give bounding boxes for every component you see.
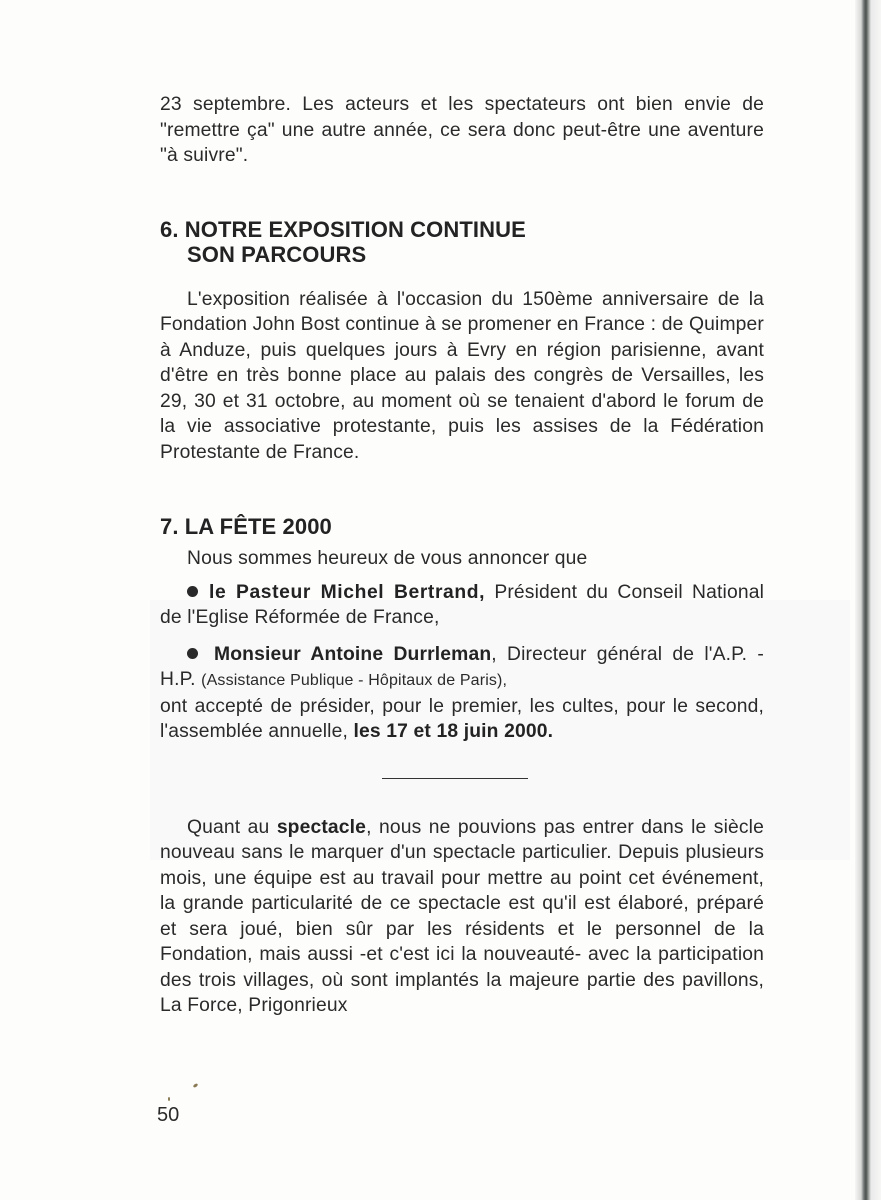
section-6-heading [160, 217, 764, 267]
page-number: 50 [157, 1104, 180, 1126]
bullet-name: Monsieur Antoine Durrleman [214, 643, 492, 665]
bullet-icon [187, 648, 198, 659]
page-binding-edge [855, 0, 881, 1200]
section-divider [382, 778, 528, 779]
bullet-text: Président du Conseil National de l'Eglise Réformée de France, [160, 581, 764, 628]
section-6-title-line1: 6. NOTRE EXPOSITION CONTINUE [160, 216, 526, 242]
intro-paragraph: 23 septembre. Les acteurs et les spectateurs ont bien envie de "remettre ça" une autre année, ce sera donc peut-être une aventure "à suivre". [160, 94, 764, 166]
acceptance-text: ont accepté de présider, pour le premier, les cultes, pour le second, l'assemblée annuelle, [160, 695, 764, 742]
spectacle-paragraph [160, 815, 764, 1019]
section-7-intro: Nous sommes heureux de vous annoncer que [187, 548, 588, 569]
acceptance-paragraph [160, 694, 764, 745]
section-7-heading: 7. LA FÊTE 2000 [160, 514, 332, 539]
bullet-item-durrleman [160, 642, 764, 694]
bullet-item-bertrand [160, 580, 764, 631]
section-6-paragraph: L'exposition réalisée à l'occasion du 150ème anniversaire de la Fondation John Bost continue à se promener en France : de Quimper à Anduze, puis quelques jours à Evry en région parisienne, avant d'être en très bonne place au palais des congrès de Versailles, les 29, 30 et 31 octobre, au moment où se tenaient d'abord le forum de la vie associative protestante, puis les assises de la Fédération Protestante de France. [160, 288, 764, 463]
spectacle-text: , nous ne pouvions pas entrer dans le siècle nouveau sans le marquer d'un spectacle particulier. Depuis plusieurs mois, une équipe est au travail pour mettre au point cet événement, la grande particularité de ce spectacle est qu'il est élaboré, préparé et sera joué, bien sûr par les résidents et le personnel de la Fondation, mais aussi -et c'est ici la nouveauté- avec la participation des trois villages, où sont implantés la majeure partie des pavillons, La Force, Prigonrieux [160, 816, 764, 1016]
bullet-icon [187, 586, 198, 597]
scan-speck [193, 1083, 199, 1088]
acceptance-dates: les 17 et 18 juin 2000. [353, 721, 554, 742]
bullet-small-text: (Assistance Publique - Hôpitaux de Paris), [201, 672, 508, 689]
spectacle-lead: Quant au [187, 816, 277, 838]
scan-speck [168, 1097, 170, 1101]
bullet-text: , Directeur général de l'A.P. - H.P. [160, 643, 764, 690]
spectacle-keyword: spectacle [276, 816, 367, 838]
section-6-title-line2: SON PARCOURS [187, 241, 367, 267]
bullet-name: le Pasteur Michel Bertrand, [209, 581, 486, 603]
page-content [160, 92, 764, 1019]
